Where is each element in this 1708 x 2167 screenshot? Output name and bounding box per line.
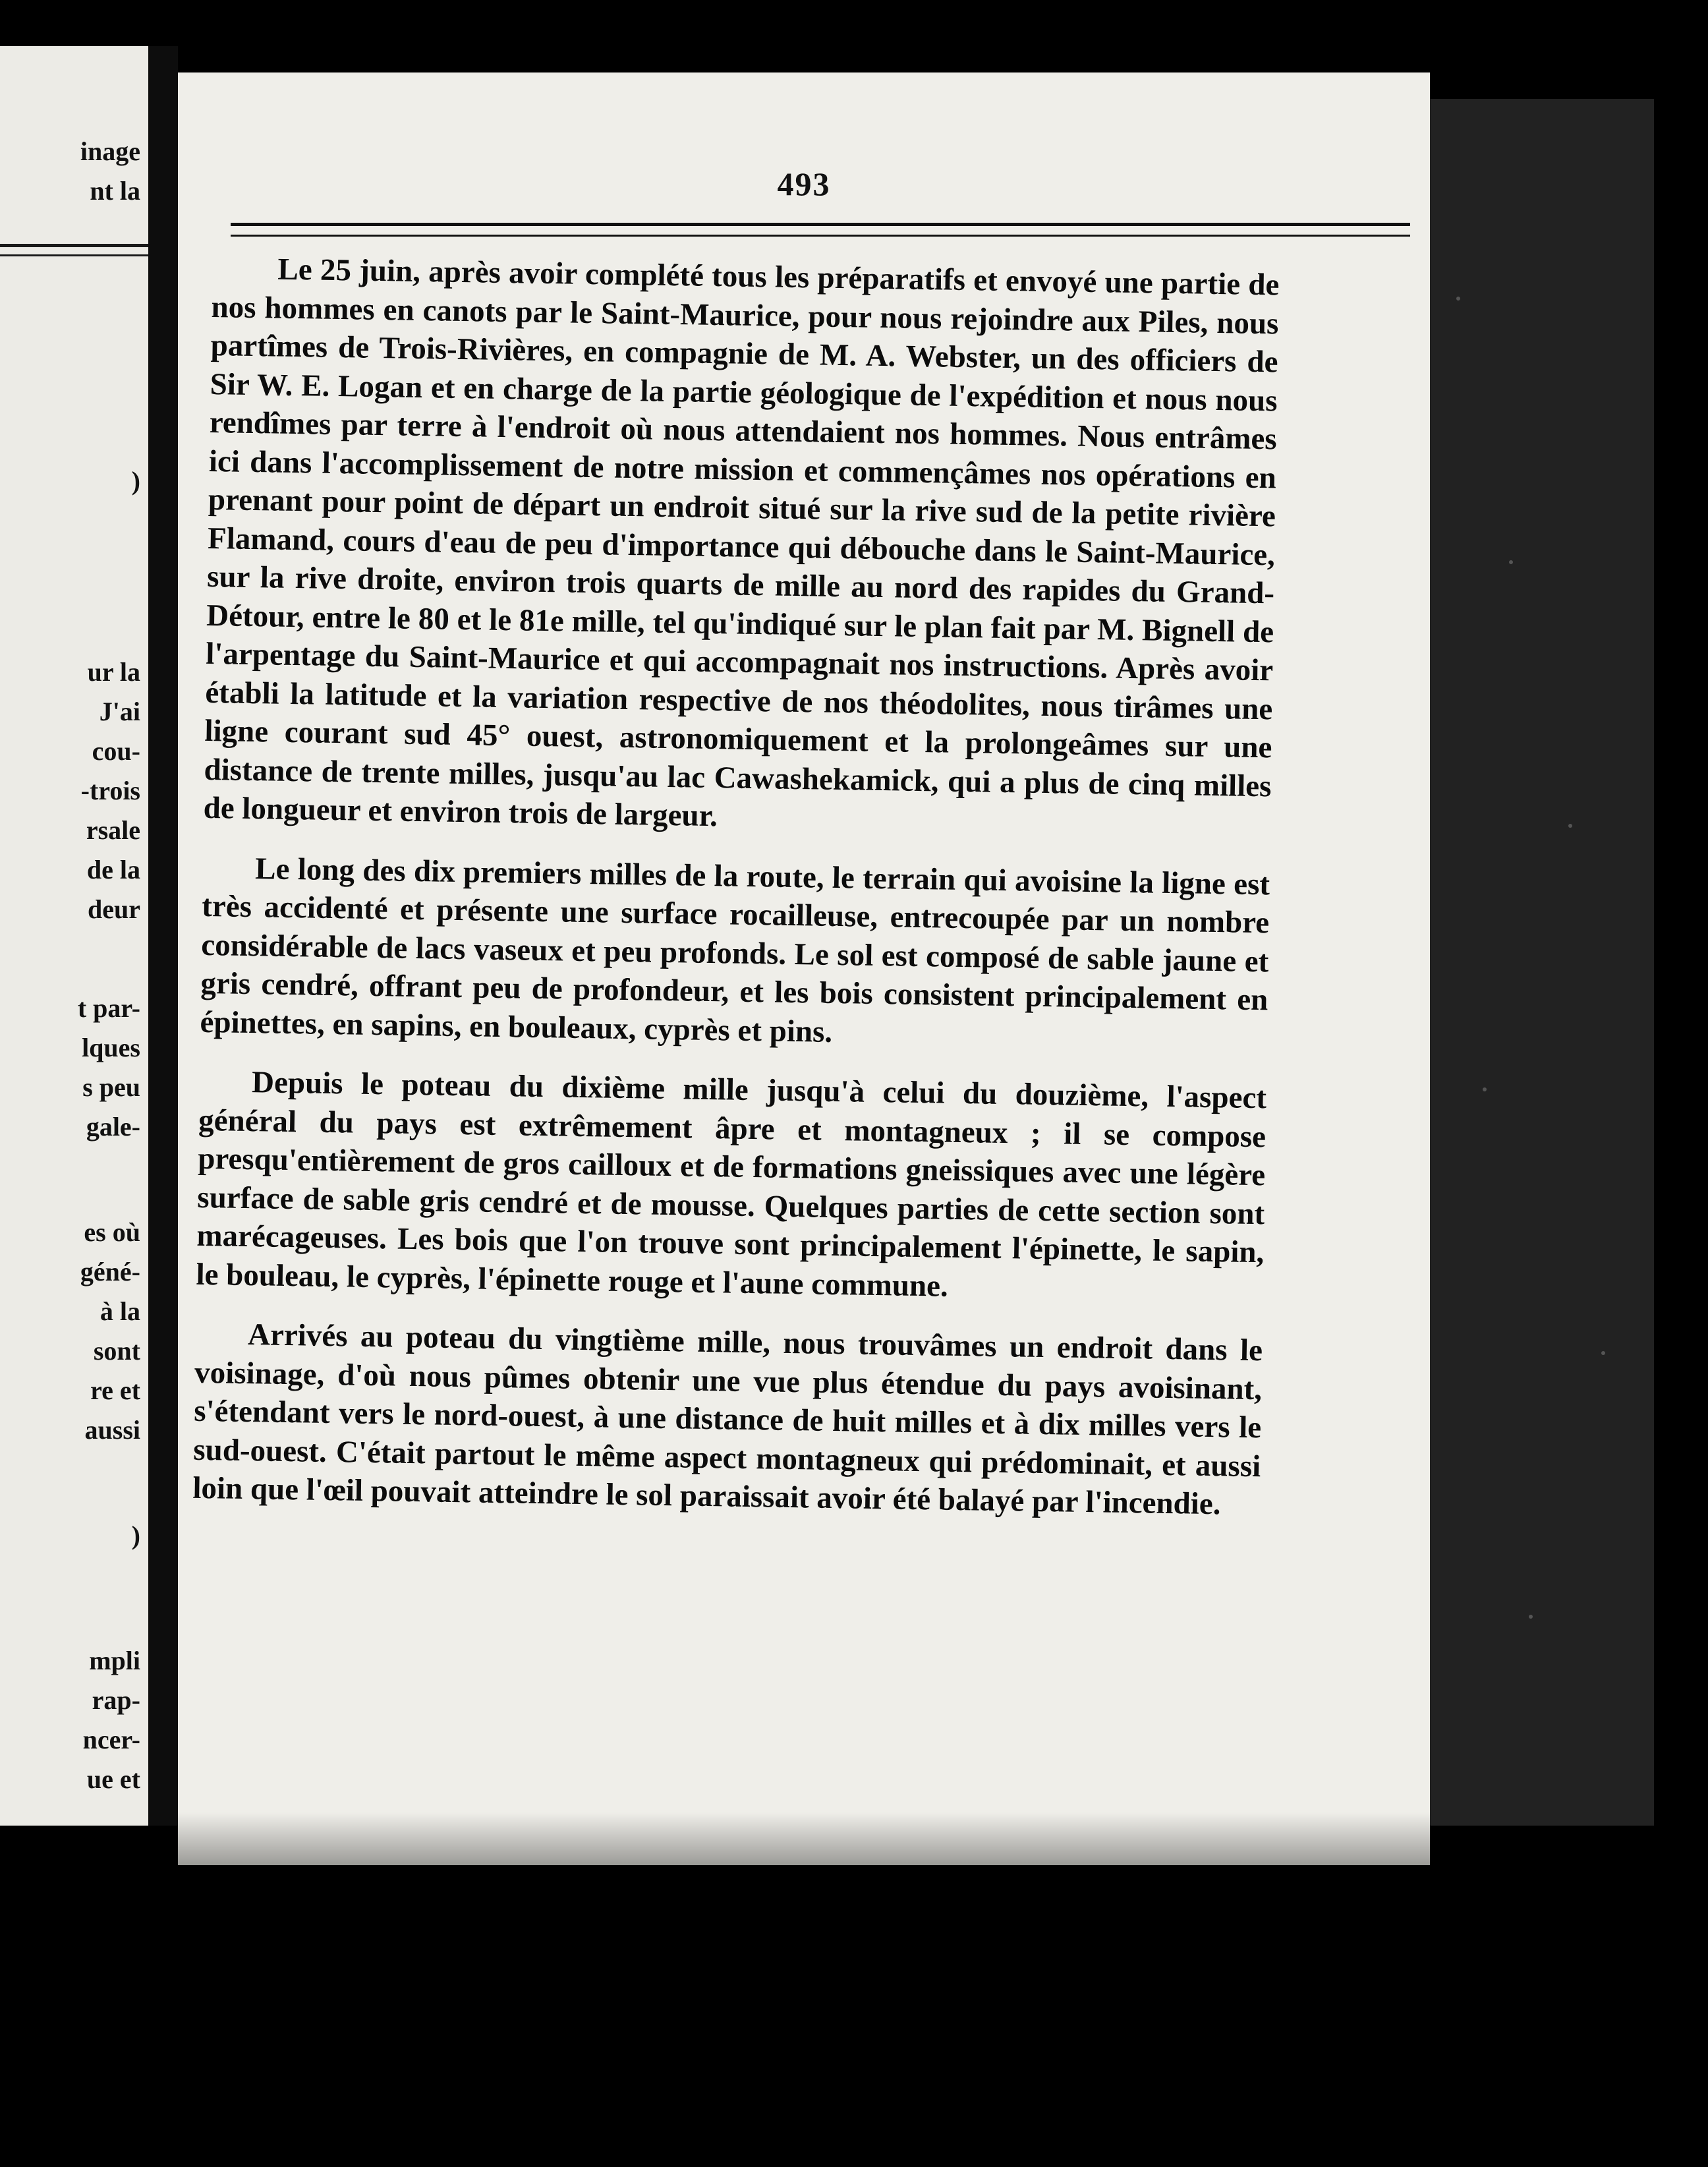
scan-shadow [178, 1812, 1430, 1865]
paragraph-3: Depuis le poteau du dixième mille jusqu'à celui du douzième, l'aspect général du pays est extrêmement âpre et montagneux ; il se compose presqu'entièrement de gros cailloux et de formations gneissiques avec une légère surface de sable gris cendré et de mousse. Quelques parties de cette section sont marécageuses. Les bois que l'on trouve sont principalement l'épinette, le sapin, le bouleau, le cyprès, l'épinette rouge et l'aune commune. [196, 1065, 1267, 1304]
book-gutter [148, 46, 178, 1826]
left-page-line-fragment: rsale [86, 815, 140, 845]
left-page-line-fragment: mpli [89, 1646, 140, 1675]
left-page-line-fragment: cou- [92, 736, 140, 766]
left-page-line-fragment: s peu [82, 1072, 140, 1102]
header-rule [231, 223, 1410, 226]
left-page-line-fragment: ur la [87, 657, 140, 687]
left-page-line-fragment: géné- [80, 1257, 140, 1286]
left-page-line-fragment: nt la [90, 176, 140, 206]
left-page-line-fragment: sont [93, 1336, 140, 1366]
left-facing-page [0, 46, 148, 1826]
left-page-line-fragment: ncer- [82, 1725, 140, 1754]
paragraph-2: Le long des dix premiers milles de la route, le terrain qui avoisine la ligne est très accidenté et présente une surface rocailleuse, entrecoupée par un nombre considérable de lacs vaseux et peu profonds. Le sol est composé de sable jaune et gris cendré, offrant peu de profondeur, et les bois consistent principalement en épinettes, en sapins, en bouleaux, cyprès et pins. [200, 851, 1270, 1049]
left-page-line-fragment: de la [86, 855, 140, 884]
left-page-rule [0, 244, 148, 247]
left-page-line-fragment: ) [131, 466, 140, 496]
left-page-line-fragment: ) [131, 1520, 140, 1550]
left-page-line-fragment: lques [82, 1033, 140, 1062]
page-body-text [192, 249, 1280, 1524]
left-page-line-fragment: t par- [77, 993, 140, 1023]
left-page-line-fragment: à la [100, 1296, 140, 1326]
paragraph-1: Le 25 juin, après avoir complété tous les préparatifs et envoyé une partie de nos hommes en canots par le Saint-Maurice, pour nous rejoindre aux Piles, nous partîmes de Trois-Rivières, en compagnie de M. A. Webster, un des officiers de Sir W. E. Logan et en charge de la partie géologique de l'expédition et nous nous rendîmes par terre à l'endroit où nous attendaient nos hommes. Nous entrâmes ici dans l'accomplissement de notre mission et commençâmes nos opérations en prenant pour point de départ un endroit situé sur la rive sud de la petite rivière Flamand, cours d'eau de peu d'importance qui débouche dans le Saint-Maurice, sur la rive droite, environ trois quarts de mille au nord des rapides du Grand-Détour, entre le 80 et le 81e mille, tel qu'indiqué sur le plan fait par M. Bignell de l'arpentage du Saint-Maurice et qui accompagnait nos instructions. Après avoir établi la latitude et la variation respective de nos théodolites, nous tirâmes une ligne courant sud 45° ouest, astronomiquement et la prolongeâmes sur une distance de trente milles, jusqu'au lac Cawashekamick, qui a plus de cinq milles de longueur et environ trois de largeur. [203, 252, 1280, 834]
left-page-rule [0, 254, 148, 256]
header-rule [231, 235, 1410, 237]
paragraph-4: Arrivés au poteau du vingtième mille, nous trouvâmes un endroit dans le voisinage, d'où nous pûmes obtenir une vue plus étendue du pays avoisinant, s'étendant vers le nord-ouest, à une distance de huit milles et à dix milles vers le sud-ouest. C'était partout le même aspect montagneux qui prédominait, et aussi loin que l'œil pouvait atteindre le sol paraissait avoir été balayé par l'incendie. [192, 1317, 1263, 1522]
book-page [178, 72, 1430, 1865]
left-page-line-fragment: aussi [84, 1415, 140, 1445]
left-page-line-fragment: re et [90, 1375, 140, 1405]
left-page-line-fragment: J'ai [99, 697, 140, 726]
left-page-line-fragment: rap- [92, 1685, 140, 1715]
left-page-line-fragment: inage [80, 136, 140, 166]
left-page-line-fragment: es où [84, 1217, 140, 1247]
left-page-line-fragment: deur [88, 894, 140, 924]
left-page-line-fragment: ue et [86, 1764, 140, 1794]
page-edge-shadow [1430, 99, 1654, 1826]
left-page-line-fragment: -trois [80, 776, 140, 805]
left-page-line-fragment: gale- [86, 1112, 140, 1141]
page-number: 493 [777, 165, 831, 202]
